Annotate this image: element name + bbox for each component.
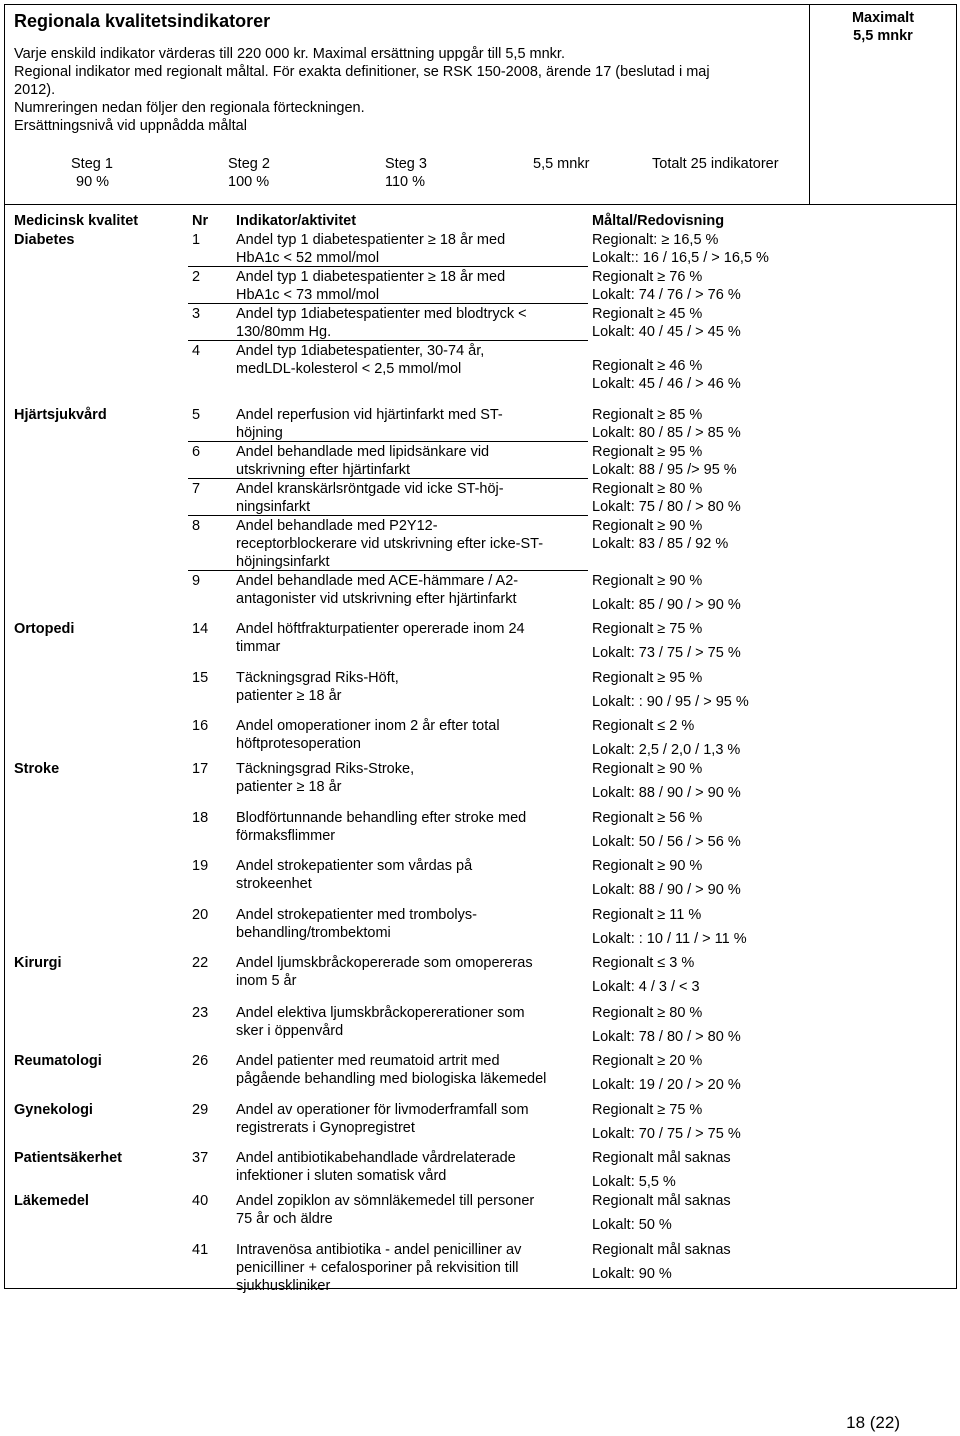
- indicator-description: [236, 954, 581, 990]
- indicator-line: Andel reperfusion vid hjärtinfarkt med ST-: [236, 407, 503, 423]
- regional-target: Regionalt ≥ 75 %: [592, 621, 703, 637]
- row-divider: [188, 340, 588, 341]
- local-target: Lokalt: 5,5 %: [592, 1174, 676, 1190]
- category-label: Stroke: [14, 761, 60, 777]
- indicator-line: Blodförtunnande behandling efter stroke med: [236, 810, 527, 826]
- indicator-line: sjukhuskliniker: [236, 1278, 331, 1294]
- row-divider: [188, 570, 588, 571]
- regional-target: Regionalt mål saknas: [592, 1193, 731, 1209]
- intro-line: Ersättningsnivå vid uppnådda måltal: [14, 118, 247, 134]
- regional-target: Regionalt ≥ 76 %: [592, 269, 703, 285]
- regional-target: Regionalt ≥ 56 %: [592, 810, 703, 826]
- regional-target: Regionalt ≥ 80 %: [592, 1005, 703, 1021]
- indicator-line: penicilliner + cefalosporiner på rekvisition till: [236, 1260, 519, 1276]
- indicator-description: [236, 1004, 581, 1040]
- intro-text: [14, 45, 804, 135]
- indicator-line: registrerats i Gynopregistret: [236, 1120, 415, 1136]
- indicator-number: 8: [192, 518, 201, 534]
- intro-line: Regional indikator med regionalt måltal. För exakta definitioner, se RSK 150-2008, ärende 17 (beslutad i maj: [14, 64, 710, 80]
- regional-target: Regionalt ≤ 3 %: [592, 955, 695, 971]
- indicator-line: sker i öppenvård: [236, 1023, 344, 1039]
- step-label: Steg 3: [385, 156, 427, 172]
- indicator-line: Täckningsgrad Riks-Stroke,: [236, 761, 415, 777]
- indicator-description: [236, 809, 581, 845]
- column-header-nr: Nr: [192, 213, 209, 229]
- regional-target: Regionalt ≥ 90 %: [592, 573, 703, 589]
- indicator-line: Andel typ 1 diabetespatienter ≥ 18 år med: [236, 232, 506, 248]
- indicator-line: inom 5 år: [236, 973, 297, 989]
- intro-line: Numreringen nedan följer den regionala förteckningen.: [14, 100, 365, 116]
- target-value: [592, 305, 952, 341]
- category-label: Läkemedel: [14, 1193, 89, 1209]
- document-title: Regionala kvalitetsindikatorer: [14, 11, 271, 31]
- indicator-description: [236, 231, 581, 267]
- target-value: [592, 717, 952, 759]
- indicator-line: utskrivning efter hjärtinfarkt: [236, 462, 411, 478]
- regional-target: Regionalt ≥ 75 %: [592, 1102, 703, 1118]
- indicator-line: Andel typ 1diabetespatienter med blodtryck <: [236, 306, 527, 322]
- indicator-number: 41: [192, 1242, 209, 1258]
- indicator-line: Andel zopiklon av sömnläkemedel till personer: [236, 1193, 535, 1209]
- local-target: Lokalt: 88 / 90 / > 90 %: [592, 785, 741, 801]
- indicator-description: [236, 305, 581, 341]
- step-value: 100 %: [228, 174, 270, 190]
- local-target: Lokalt: 74 / 76 / > 76 %: [592, 287, 741, 303]
- local-target: Lokalt:: 16 / 16,5 / > 16,5 %: [592, 250, 769, 266]
- local-target: Lokalt: : 90 / 95 / > 95 %: [592, 694, 749, 710]
- indicator-line: medLDL-kolesterol < 2,5 mmol/mol: [236, 361, 462, 377]
- regional-target: Regionalt ≥ 11 %: [592, 907, 702, 923]
- local-target: Lokalt: 19 / 20 / > 20 %: [592, 1077, 741, 1093]
- category-label: Gynekologi: [14, 1102, 93, 1118]
- step-2: [228, 155, 270, 191]
- indicator-number: 17: [192, 761, 209, 777]
- step-1: [71, 155, 113, 191]
- regional-target: Regionalt ≥ 90 %: [592, 858, 703, 874]
- page-number: 18 (22): [846, 1413, 900, 1432]
- indicator-number: 15: [192, 670, 209, 686]
- indicator-description: [236, 717, 581, 753]
- indicator-line: 130/80mm Hg.: [236, 324, 332, 340]
- regional-target: Regionalt ≥ 95 %: [592, 444, 703, 460]
- target-value: [592, 517, 952, 553]
- indicator-number: 1: [192, 232, 201, 248]
- regional-target: Regionalt ≥ 45 %: [592, 306, 703, 322]
- indicator-line: Andel strokepatienter med trombolys-: [236, 907, 477, 923]
- regional-target: Regionalt ≥ 95 %: [592, 670, 703, 686]
- target-value: [592, 620, 952, 662]
- indicator-description: [236, 906, 581, 942]
- category-label: Diabetes: [14, 232, 75, 248]
- indicator-line: Täckningsgrad Riks-Höft,: [236, 670, 399, 686]
- column-header-category: Medicinsk kvalitet: [14, 213, 139, 229]
- target-value: [592, 954, 952, 996]
- category-label: Kirurgi: [14, 955, 62, 971]
- document-header: [5, 5, 810, 205]
- row-divider: [188, 266, 588, 267]
- category-label: Ortopedi: [14, 621, 75, 637]
- local-target: Lokalt: 70 / 75 / > 75 %: [592, 1126, 741, 1142]
- indicator-line: timmar: [236, 639, 281, 655]
- indicator-description: [236, 443, 581, 479]
- indicator-line: höjning: [236, 425, 283, 441]
- indicator-line: höftprotesoperation: [236, 736, 361, 752]
- indicator-line: Andel behandlade med P2Y12-: [236, 518, 438, 534]
- indicator-line: Andel typ 1diabetespatienter, 30-74 år,: [236, 343, 485, 359]
- indicator-description: [236, 620, 581, 656]
- row-divider: [188, 515, 588, 516]
- indicator-number: 29: [192, 1102, 209, 1118]
- intro-line: Varje enskild indikator värderas till 220 000 kr. Maximal ersättning uppgår till 5,5 mnkr.: [14, 46, 565, 62]
- regional-target: Regionalt ≥ 80 %: [592, 481, 703, 497]
- target-value: [592, 443, 952, 479]
- target-value: [592, 1101, 952, 1143]
- indicator-number: 40: [192, 1193, 209, 1209]
- indicator-line: Andel typ 1 diabetespatienter ≥ 18 år med: [236, 269, 506, 285]
- step-label: Steg 1: [71, 156, 113, 172]
- regional-target: Regionalt ≤ 2 %: [592, 718, 695, 734]
- target-value: [592, 480, 952, 516]
- row-divider: [188, 478, 588, 479]
- local-target: Lokalt: 80 / 85 / > 85 %: [592, 425, 741, 441]
- step-label: Steg 2: [228, 156, 270, 172]
- target-value: [592, 906, 952, 948]
- indicator-line: Andel höftfrakturpatienter opererade inom 24: [236, 621, 525, 637]
- indicator-line: Andel kranskärlsröntgade vid icke ST-höj-: [236, 481, 504, 497]
- indicator-number: 6: [192, 444, 201, 460]
- local-target: Lokalt: : 10 / 11 / > 11 %: [592, 931, 747, 947]
- step-amount: 5,5 mnkr: [533, 156, 590, 172]
- indicator-description: [236, 1192, 581, 1228]
- local-target: Lokalt: 88 / 90 / > 90 %: [592, 882, 741, 898]
- target-value: [592, 268, 952, 304]
- indicator-line: strokeenhet: [236, 876, 312, 892]
- local-target: Lokalt: 45 / 46 / > 46 %: [592, 376, 741, 392]
- indicator-number: 22: [192, 955, 209, 971]
- intro-line: 2012).: [14, 82, 56, 98]
- target-value: [592, 669, 952, 711]
- column-header-target: Måltal/Redovisning: [592, 213, 725, 229]
- regional-target: Regionalt ≥ 90 %: [592, 761, 703, 777]
- indicator-line: Intravenösa antibiotika - andel penicilliner av: [236, 1242, 522, 1258]
- target-value: [592, 231, 952, 267]
- local-target: Lokalt: 2,5 / 2,0 / 1,3 %: [592, 742, 741, 758]
- indicator-number: 37: [192, 1150, 209, 1166]
- indicator-number: 14: [192, 621, 209, 637]
- indicator-line: Andel antibiotikabehandlade vårdrelaterade: [236, 1150, 516, 1166]
- indicator-number: 23: [192, 1005, 209, 1021]
- indicator-line: Andel ljumskbråckopererade som omopereras: [236, 955, 533, 971]
- compensation-steps: [5, 155, 810, 195]
- indicator-description: [236, 572, 581, 608]
- regional-target: Regionalt: ≥ 16,5 %: [592, 232, 719, 248]
- step-value: 90 %: [76, 174, 110, 190]
- indicator-line: Andel behandlade med lipidsänkare vid: [236, 444, 490, 460]
- indicator-line: Andel behandlade med ACE-hämmare / A2-: [236, 573, 519, 589]
- indicator-document: [4, 4, 957, 1294]
- target-value: [592, 857, 952, 899]
- indicator-line: höjningsinfarkt: [236, 554, 330, 570]
- step-3: [385, 155, 427, 191]
- indicator-line: 75 år och äldre: [236, 1211, 333, 1227]
- target-value: [592, 1004, 952, 1046]
- max-label: Maximalt: [851, 10, 915, 26]
- indicator-line: behandling/trombektomi: [236, 925, 391, 941]
- indicator-number: 9: [192, 573, 201, 589]
- indicator-description: [236, 669, 581, 705]
- local-target: Lokalt: 40 / 45 / > 45 %: [592, 324, 741, 340]
- indicator-number: 19: [192, 858, 209, 874]
- category-label: Hjärtsjukvård: [14, 407, 107, 423]
- indicator-line: pågående behandling med biologiska läkemedel: [236, 1071, 547, 1087]
- indicator-number: 4: [192, 343, 201, 359]
- indicator-description: [236, 480, 581, 516]
- regional-target: Regionalt ≥ 46 %: [592, 358, 703, 374]
- indicator-number: 16: [192, 718, 209, 734]
- regional-target: Regionalt mål saknas: [592, 1242, 731, 1258]
- column-header-indicator: Indikator/aktivitet: [236, 213, 357, 229]
- indicator-description: [236, 1149, 581, 1185]
- local-target: Lokalt: 83 / 85 / 92 %: [592, 536, 729, 552]
- indicator-description: [236, 1052, 581, 1088]
- row-divider: [188, 441, 588, 442]
- indicator-number: 3: [192, 306, 201, 322]
- local-target: Lokalt: 50 %: [592, 1217, 672, 1233]
- indicator-number: 7: [192, 481, 201, 497]
- indicator-line: förmaksflimmer: [236, 828, 336, 844]
- target-value: [592, 1149, 952, 1191]
- local-target: Lokalt: 73 / 75 / > 75 %: [592, 645, 741, 661]
- regional-target: Regionalt mål saknas: [592, 1150, 731, 1166]
- max-value: 5,5 mnkr: [853, 28, 913, 44]
- local-target: Lokalt: 85 / 90 / > 90 %: [592, 597, 741, 613]
- indicator-line: HbA1c < 52 mmol/mol: [236, 250, 380, 266]
- indicator-line: Andel elektiva ljumskbråckopererationer som: [236, 1005, 525, 1021]
- target-value: [592, 1192, 952, 1234]
- target-value: [592, 572, 952, 614]
- indicator-line: Andel strokepatienter som vårdas på: [236, 858, 473, 874]
- regional-target: Regionalt ≥ 20 %: [592, 1053, 703, 1069]
- regional-target: Regionalt ≥ 90 %: [592, 518, 703, 534]
- local-target: Lokalt: 75 / 80 / > 80 %: [592, 499, 741, 515]
- indicator-number: 2: [192, 269, 201, 285]
- target-value: [592, 760, 952, 802]
- local-target: Lokalt: 78 / 80 / > 80 %: [592, 1029, 741, 1045]
- local-target: Lokalt: 90 %: [592, 1266, 672, 1282]
- regional-target: Regionalt ≥ 85 %: [592, 407, 703, 423]
- indicator-number: 18: [192, 810, 209, 826]
- indicator-description: [236, 760, 581, 796]
- indicator-line: HbA1c < 73 mmol/mol: [236, 287, 380, 303]
- maximum-box: [810, 5, 956, 205]
- indicator-line: antagonister vid utskrivning efter hjärtinfarkt: [236, 591, 517, 607]
- indicator-description: [236, 1241, 581, 1295]
- indicator-line: ningsinfarkt: [236, 499, 311, 515]
- indicator-line: Andel av operationer för livmoderframfall som: [236, 1102, 529, 1118]
- indicator-description: [236, 268, 581, 304]
- step-value: 110 %: [385, 174, 426, 190]
- target-value: [592, 357, 952, 393]
- indicator-description: [236, 342, 581, 378]
- indicator-line: Andel omoperationer inom 2 år efter total: [236, 718, 500, 734]
- local-target: Lokalt: 4 / 3 / < 3: [592, 979, 700, 995]
- indicator-description: [236, 1101, 581, 1137]
- indicator-line: receptorblockerare vid utskrivning efter icke-ST-: [236, 536, 544, 552]
- target-value: [592, 1241, 952, 1283]
- target-value: [592, 809, 952, 851]
- local-target: Lokalt: 88 / 95 /> 95 %: [592, 462, 737, 478]
- target-value: [592, 1052, 952, 1094]
- indicator-line: Andel patienter med reumatoid artrit med: [236, 1053, 500, 1069]
- local-target: Lokalt: 50 / 56 / > 56 %: [592, 834, 741, 850]
- indicator-number: 5: [192, 407, 201, 423]
- category-label: Patientsäkerhet: [14, 1150, 122, 1166]
- indicator-description: [236, 857, 581, 893]
- indicator-line: patienter ≥ 18 år: [236, 779, 342, 795]
- category-label: Reumatologi: [14, 1053, 102, 1069]
- indicator-number: 26: [192, 1053, 209, 1069]
- indicator-description: [236, 517, 581, 571]
- row-divider: [188, 303, 588, 304]
- indicator-description: [236, 406, 581, 442]
- indicator-line: infektioner i sluten somatisk vård: [236, 1168, 447, 1184]
- indicator-number: 20: [192, 907, 209, 923]
- indicator-line: patienter ≥ 18 år: [236, 688, 342, 704]
- target-value: [592, 406, 952, 442]
- total-indicators: Totalt 25 indikatorer: [652, 156, 779, 172]
